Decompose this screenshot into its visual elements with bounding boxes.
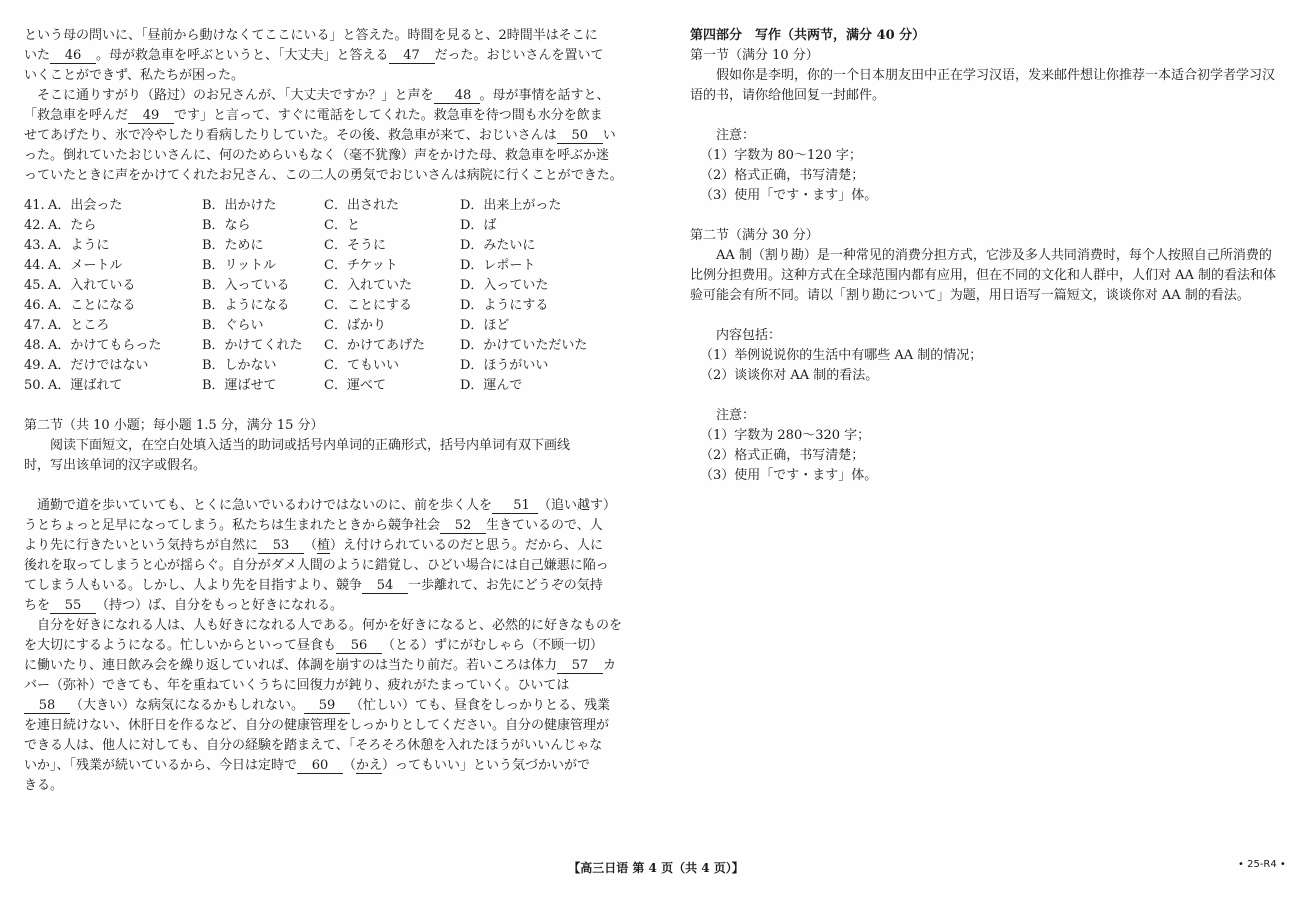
passage-line: せてあげたり、氷で冷やしたり看病したりしていた。その後、救急車が来て、おじいさんは 50 い xyxy=(24,128,616,143)
option-b: B．リットル xyxy=(202,258,277,273)
blank-57: 57 xyxy=(557,658,603,674)
option-b: B．運ばせて xyxy=(202,378,277,393)
option-b: B．出かけた xyxy=(202,198,277,213)
blank-47: 47 xyxy=(389,48,435,64)
blank-59: 59 xyxy=(304,698,350,714)
passage-line: に働いたり、連日飲み会を繰り返していれば、体調を崩すのは当たり前だ。若いころは体力 57 カ xyxy=(24,658,617,673)
option-row xyxy=(24,316,638,336)
passage-line: った。倒れていたおじいさんに、何のためらいもなく（毫不犹豫）声をかけた母、救急車を呼ぶか迷 xyxy=(24,148,610,163)
option-c: C．チケット xyxy=(324,258,398,273)
passage-line: いくことができず、私たちが困った。 xyxy=(24,68,244,83)
page-footer: 【高三日语 第 4 页（共 4 页）】 xyxy=(568,861,744,875)
blank-54: 54 xyxy=(362,578,408,594)
passage-line: きる。 xyxy=(24,778,64,793)
passage-line: いた 46 。母が救急車を呼ぶというと、「大丈夫」と答える 47 だった。おじいさんを置いて xyxy=(24,48,604,63)
passage-line: うとちょっと足早になってしまう。私たちは生まれたときから競争社会 52 生きているので、人 xyxy=(24,518,603,533)
section-2-note: （1）字数为 280～320 字； xyxy=(700,428,871,443)
section-1-note-title: 注意： xyxy=(716,128,756,143)
option-d: D．入っていた xyxy=(460,278,549,293)
option-b: B．ようになる xyxy=(202,298,290,313)
passage-line: より先に行きたいという気持ちが自然に 53 （植）え付けられているのだと思う。だから、人に xyxy=(24,538,604,553)
section-2-content-title: 内容包括： xyxy=(716,328,782,343)
option-b: B．しかない xyxy=(202,358,277,373)
question-number: 47. xyxy=(24,318,45,333)
option-b: B．ぐらい xyxy=(202,318,264,333)
section-2-content-item: （1）举例说说你的生活中有哪些 AA 制的情况； xyxy=(700,348,983,363)
option-c: C．出された xyxy=(324,198,399,213)
blank-46: 46 xyxy=(50,48,96,64)
option-row xyxy=(24,216,638,236)
option-b: B．ために xyxy=(202,238,264,253)
blank-60: 60 xyxy=(297,758,343,774)
option-d: D．ようにする xyxy=(460,298,549,313)
right-column xyxy=(690,26,1292,486)
passage-line: いか」、「残業が続いているから、今日は定時で 60 （かえ）ってもいい」という気づかいがで xyxy=(24,758,591,773)
option-a: A．入れている xyxy=(48,278,136,293)
passage-line: 58 （大きい）な病気になるかもしれない。 59 （忙しい）ても、昼食をしっかりとる、残業 xyxy=(24,696,638,716)
option-c: C．入れていた xyxy=(324,278,412,293)
passage-line: できる人は、他人に対しても、自分の経験を踏まえて、「そろそろ休憩を入れたほうがいいんじゃな xyxy=(24,738,603,753)
option-c: C．そうに xyxy=(324,238,386,253)
blank-58: 58 xyxy=(24,698,70,714)
passage-line: 通勤で道を歩いていても、とくに急いでいるわけではないのに、前を歩く人を 51 （追い越す） xyxy=(37,498,617,513)
option-c: C．ことにする xyxy=(324,298,412,313)
option-d: D．運んで xyxy=(460,378,523,393)
option-b: B．入っている xyxy=(202,278,290,293)
section-2-prompt: 验可能会有所不同。请以「割り勘について」为题，用日语写一篇短文，谈谈你对 AA 制的看法。 xyxy=(690,288,1250,303)
section-2-instruction: 时，写出该单词的汉字或假名。 xyxy=(24,458,207,473)
option-row xyxy=(24,356,638,376)
left-column xyxy=(24,26,638,796)
option-row xyxy=(24,376,638,396)
question-number: 46. xyxy=(24,298,45,313)
blank-52: 52 xyxy=(440,518,486,534)
option-a: A．たら xyxy=(48,218,97,233)
passage-line: を連日続けない、休肝日を作るなど、自分の健康管理をしっかりとしてください。自分の健康管理が xyxy=(24,718,610,733)
blank-55: 55 xyxy=(50,598,96,614)
options-list xyxy=(24,196,638,396)
option-d: D．レポート xyxy=(460,258,536,273)
option-a: A．メートル xyxy=(48,258,123,273)
passage-line: 後れを取ってしまうと心が揺らぐ。自分がダメ人間のように錯覚し、ひどい場合には自己嫌悪に陥っ xyxy=(24,558,609,573)
passage-line: バー（弥补）できても、年を重ねていくうちに回復力が鈍り、疲れがたまっていく。ひいては xyxy=(24,678,570,693)
blank-50: 50 xyxy=(557,128,603,144)
option-c: C．ばかり xyxy=(324,318,386,333)
passage-line: 自分を好きになれる人は、人も好きになれる人である。何かを好きになると、必然的に好きなものを xyxy=(37,618,623,633)
question-number: 48. xyxy=(24,338,45,353)
section-2-title: 第二节（共 10 小题；每小题 1.5 分，满分 15 分） xyxy=(24,418,324,433)
passage-line: そこに通りすがり（路过）のお兄さんが、「大丈夫ですか？」と声を 48 。母が事情を話すと、 xyxy=(37,88,610,103)
passage-line: という母の問いに、「昼前から動けなくてここにいる」と答えた。時間を見ると、2時間半はそこに xyxy=(24,28,598,43)
passage-line: 「救急車を呼んだ 49 です」と言って、すぐに電話をしてくれた。救急車を待つ間も水分を飲ま xyxy=(24,108,603,123)
option-c: C．かけてあげた xyxy=(324,338,425,353)
question-number: 45. xyxy=(24,278,45,293)
section-1-prompt: 假如你是李明，你的一个日本朋友田中正在学习汉语，发来邮件想让你推荐一本适合初学者学习汉 xyxy=(716,68,1276,83)
section-2-note: （3）使用「です・ます」体。 xyxy=(700,468,878,483)
option-d: D．かけていただいた xyxy=(460,338,588,353)
section-2-prompt: AA 制（割り勘）是一种常见的消费分担方式，它涉及多人共同消费时，每个人按照自己所消费的 xyxy=(716,248,1272,263)
blank-49: 49 xyxy=(128,108,174,124)
option-a: A．出会った xyxy=(48,198,123,213)
option-row xyxy=(24,196,638,216)
option-b: B．なら xyxy=(202,218,251,233)
option-a: A．ように xyxy=(48,238,110,253)
passage-line: ちを 55 （持つ）ば、自分をもっと好きになれる。 xyxy=(24,598,344,613)
section-1-note: （1）字数为 80～120 字； xyxy=(700,148,862,163)
option-row xyxy=(24,276,638,296)
option-c: C．運べて xyxy=(324,378,386,393)
option-row xyxy=(24,236,638,256)
blank-51: 51 xyxy=(492,498,538,514)
option-a: A．運ばれて xyxy=(48,378,123,393)
option-row xyxy=(24,296,638,316)
option-d: D．出来上がった xyxy=(460,198,562,213)
option-d: D．みたいに xyxy=(460,238,536,253)
passage-line: てしまう人もいる。しかし、人より先を目指すより、競争 54 一歩離れて、お先にどうぞの気持 xyxy=(24,578,603,593)
passage-line: を大切にするようになる。忙しいからといって昼食も 56 （とる）ずにがむしゃら（不顾一切） xyxy=(24,638,604,653)
passage-line: っていたときに声をかけてくれたお兄さん、この二人の勇気でおじいさんは病院に行くことができた。 xyxy=(24,168,623,183)
section-1-prompt: 语的书，请你给他回复一封邮件。 xyxy=(690,88,886,103)
option-d: D．ほど xyxy=(460,318,510,333)
option-row xyxy=(24,256,638,276)
question-number: 43. xyxy=(24,238,45,253)
passage-2 xyxy=(24,496,638,796)
question-number: 44. xyxy=(24,258,45,273)
part-4-title: 第四部分 写作（共两节，满分 40 分） xyxy=(690,28,926,43)
double-underlined-word: 植 xyxy=(317,538,331,553)
section-2-content-item: （2）谈谈你对 AA 制的看法。 xyxy=(700,368,879,383)
option-a: A．ことになる xyxy=(48,298,136,313)
section-2-instruction: 阅读下面短文，在空白处填入适当的助词或括号内单词的正确形式，括号内单词有双下画线 xyxy=(50,438,571,453)
blank-56: 56 xyxy=(336,638,382,654)
question-number: 41. xyxy=(24,198,45,213)
passage-1 xyxy=(24,26,638,186)
option-row xyxy=(24,336,638,356)
section-2-note-title: 注意： xyxy=(716,408,756,423)
section-1-title: 第一节（满分 10 分） xyxy=(690,48,819,63)
option-a: A．かけてもらった xyxy=(48,338,162,353)
option-a: A．だけではない xyxy=(48,358,149,373)
section-2-prompt: 比例分担费用。这种方式在全球范围内都有应用，但在不同的文化和人群中，人们对 AA 制的看法和体 xyxy=(690,268,1277,283)
blank-48: 48 xyxy=(434,88,480,104)
paper-code: • 25-R4 • xyxy=(1238,859,1286,870)
section-1-note: （3）使用「です・ます」体。 xyxy=(700,188,878,203)
blank-53: 53 xyxy=(258,538,304,554)
option-c: C．と xyxy=(324,218,360,233)
option-a: A．ところ xyxy=(48,318,110,333)
question-number: 50. xyxy=(24,378,45,393)
section-2-note: （2）格式正确，书写清楚； xyxy=(700,448,865,463)
question-number: 49. xyxy=(24,358,45,373)
option-d: D．ほうがいい xyxy=(460,358,549,373)
option-b: B．かけてくれた xyxy=(202,338,303,353)
section-2-title: 第二节（满分 30 分） xyxy=(690,228,819,243)
section-1-note: （2）格式正确，书写清楚； xyxy=(700,168,865,183)
option-c: C．てもいい xyxy=(324,358,399,373)
option-d: D．ば xyxy=(460,218,497,233)
double-underlined-word: かえ xyxy=(356,758,383,773)
question-number: 42. xyxy=(24,218,45,233)
